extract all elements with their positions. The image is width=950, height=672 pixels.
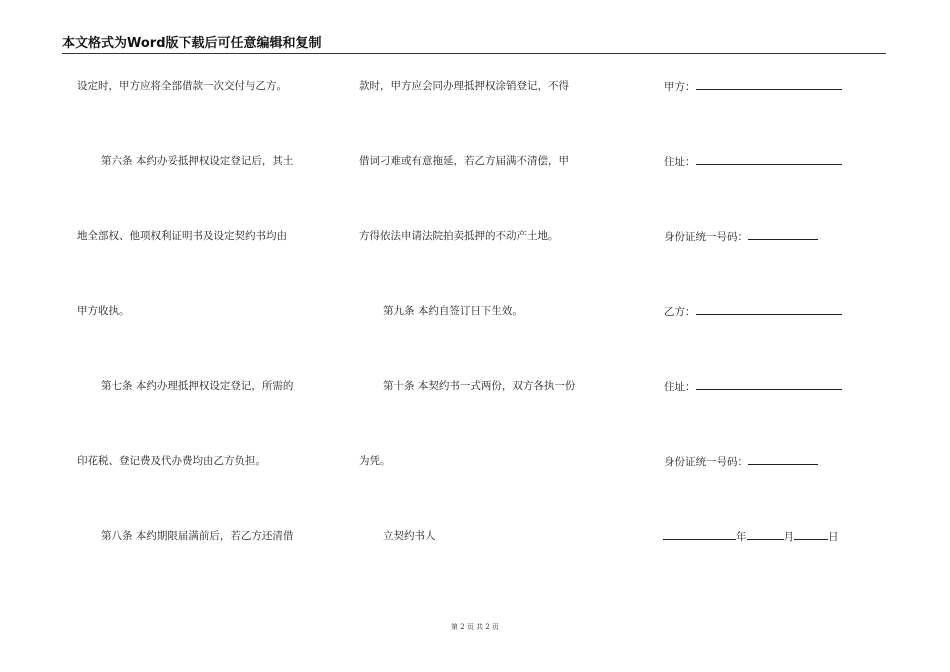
month-blank[interactable] [747, 529, 784, 540]
year-label: 年 [736, 531, 747, 543]
day-label: 日 [828, 531, 839, 543]
day-blank[interactable] [794, 529, 828, 540]
party-a-field [664, 79, 842, 94]
text-line: 设定时，甲方应将全部借款一次交付与乙方。 [77, 80, 287, 92]
text-line: 第九条 本约自签订日下生效。 [383, 305, 523, 317]
party-a-blank[interactable] [696, 79, 842, 90]
address-2-field [664, 379, 842, 394]
id-1-field [664, 229, 818, 244]
id-2-label: 身份证统一号码： [664, 456, 748, 468]
party-b-field [664, 304, 842, 319]
text-line: 第十条 本契约书一式两份，双方各执一份 [383, 380, 576, 392]
id-1-label: 身份证统一号码： [664, 231, 748, 243]
party-a-label: 甲方： [664, 81, 696, 93]
month-label: 月 [783, 531, 794, 543]
text-line: 款时，甲方应会同办理抵押权涂销登记，不得 [359, 80, 569, 92]
text-line: 第八条 本约期限届满前后，若乙方还清借 [101, 530, 294, 542]
address-1-blank[interactable] [696, 154, 842, 165]
text-line: 第七条 本约办理抵押权设定登记，所需的 [101, 380, 294, 392]
text-line: 借词刁难或有意拖延，若乙方届满不清偿，甲 [359, 155, 569, 167]
text-line: 第六条 本约办妥抵押权设定登记后，其土 [101, 155, 294, 167]
document-header [62, 36, 886, 54]
text-line: 印花税、登记费及代办费均由乙方负担。 [77, 455, 266, 467]
text-line: 甲方收执。 [77, 305, 130, 317]
text-line: 立契约书人 [383, 530, 436, 542]
id-2-blank[interactable] [748, 454, 818, 465]
date-field [663, 529, 839, 544]
year-blank[interactable] [663, 529, 736, 540]
text-line: 地全部权、他项权利证明书及设定契约书均由 [77, 230, 287, 242]
address-1-label: 住址： [664, 156, 696, 168]
page-number: 第 2 页 共 2 页 [450, 623, 500, 631]
id-1-blank[interactable] [748, 229, 818, 240]
party-b-blank[interactable] [696, 304, 842, 315]
text-line: 为凭。 [359, 455, 391, 467]
header-title: 本文格式为Word版下载后可任意编辑和复制 [62, 36, 322, 51]
id-2-field [664, 454, 818, 469]
address-2-blank[interactable] [696, 379, 842, 390]
address-2-label: 住址： [664, 381, 696, 393]
text-line: 方得依法申请法院拍卖抵押的不动产土地。 [359, 230, 559, 242]
party-b-label: 乙方： [664, 306, 696, 318]
address-1-field [664, 154, 842, 169]
